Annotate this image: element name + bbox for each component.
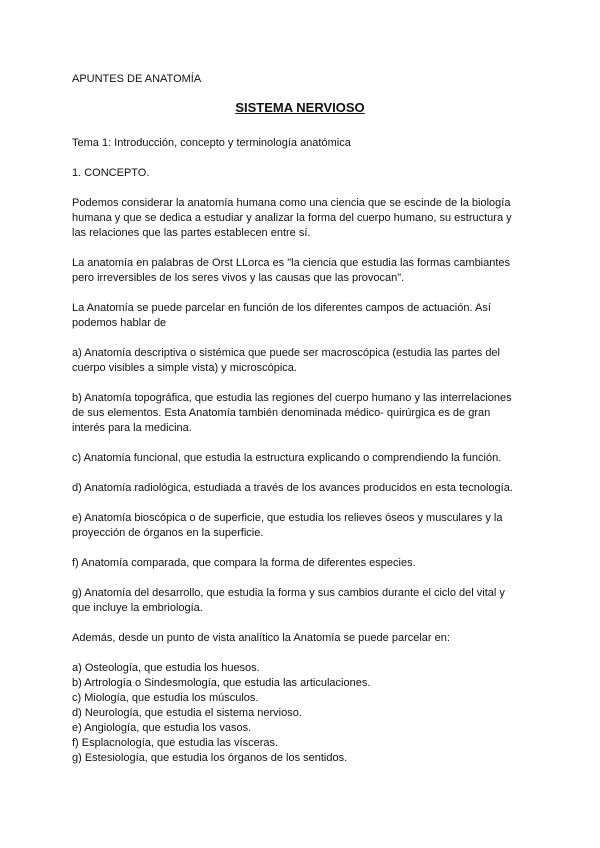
paragraph: g) Anatomía del desarrollo, que estudia la forma y sus cambios durante el ciclo del vital y que incluye la embriología. <box>72 587 505 614</box>
document-header: APUNTES DE ANATOMÍA <box>72 73 202 85</box>
list-item: a) Osteología, que estudia los huesos. <box>72 662 260 674</box>
paragraph: c) Anatomía funcional, que estudia la estructura explicando o comprendiendo la función. <box>72 452 502 464</box>
document-title: SISTEMA NERVIOSO <box>235 100 365 115</box>
list-item: d) Neurología, que estudia el sistema nervioso. <box>72 707 302 719</box>
paragraph: Además, desde un punto de vista analítico la Anatomía se puede parcelar en: <box>72 632 450 644</box>
document-body <box>72 136 524 766</box>
paragraph: d) Anatomía radiológica, estudiada a través de los avances producidos en esta tecnología. <box>72 482 513 494</box>
paragraph: b) Anatomía topográfica, que estudia las regiones del cuerpo humano y las interrelaciones de sus elementos. Esta Anatomía también denominada médico- quirúrgica es de gran interés para la medicina. <box>72 392 512 434</box>
list-item: b) Artrología o Sindesmología, que estudia las articulaciones. <box>72 677 371 689</box>
list-item: e) Angiología, que estudia los vasos. <box>72 722 252 734</box>
paragraph: f) Anatomía comparada, que compara la forma de diferentes especies. <box>72 557 416 569</box>
list-item: f) Esplacnología, que estudia las vísceras. <box>72 737 279 749</box>
list-item: g) Estesiología, que estudia los órganos de los sentidos. <box>72 752 348 764</box>
paragraph: La anatomía en palabras de Orst LLorca es "la ciencia que estudia las formas cambiantes pero irreversibles de los seres vivos y las causas que las provocan". <box>72 257 511 284</box>
paragraph: Podemos considerar la anatomía humana como una ciencia que se escinde de la biología humana y que se dedica a estudiar y analizar la forma del cuerpo humano, su estructura y las relaciones que las partes establecen entre sí. <box>72 197 512 239</box>
section-heading: 1. CONCEPTO. <box>72 167 150 179</box>
paragraph: a) Anatomía descriptiva o sistémica que puede ser macroscópica (estudia las partes del cuerpo visibles a simple vista) y microscópica. <box>72 347 500 374</box>
list-item: c) Miología, que estudia los músculos. <box>72 692 259 704</box>
paragraph: e) Anatomía bioscópica o de superficie, que estudia los relieves óseos y musculares y la proyección de órganos en la superficie. <box>72 512 503 539</box>
topic-heading: Tema 1: Introducción, concepto y terminología anatómica <box>72 137 351 149</box>
analytic-list <box>72 661 524 766</box>
paragraph: La Anatomía se puede parcelar en función de los diferentes campos de actuación. Así podemos hablar de <box>72 302 491 329</box>
